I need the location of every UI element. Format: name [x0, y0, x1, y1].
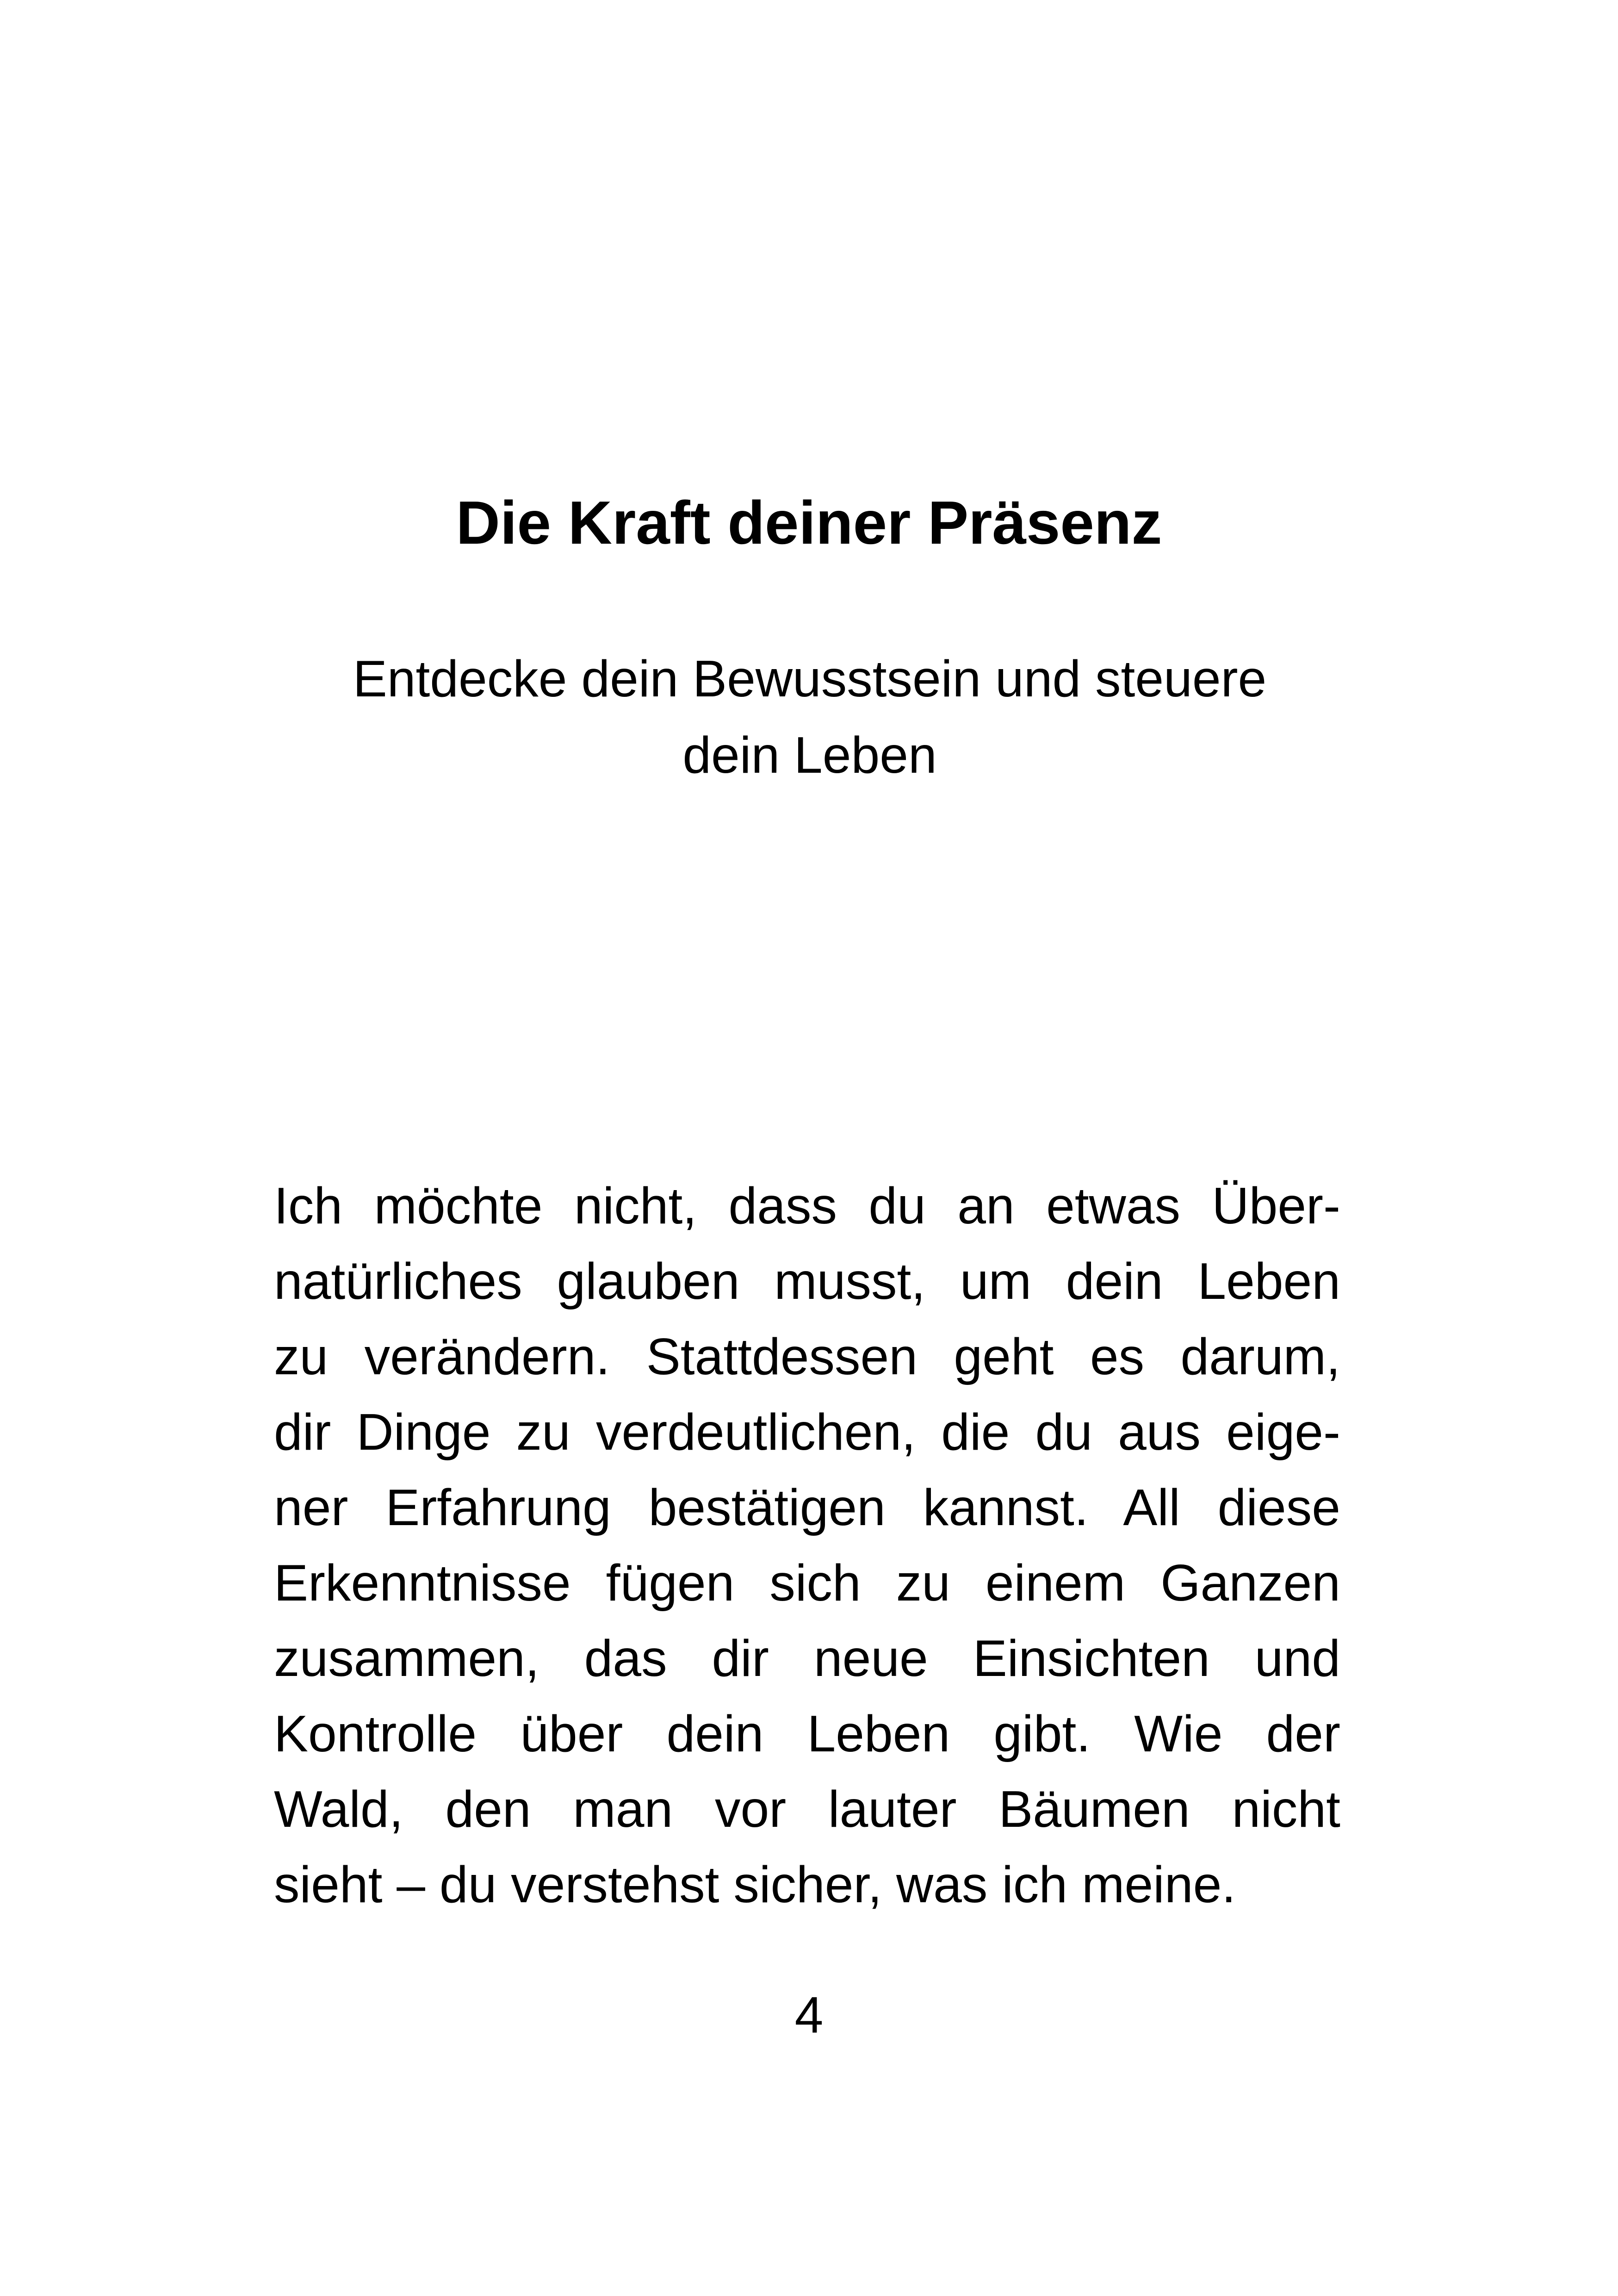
paragraph-line: Wald, den man vor lauter Bäumen nicht [274, 1781, 1340, 1838]
subtitle-line: dein Leben [682, 726, 937, 784]
paragraph-line: Ich möchte nicht, dass du an etwas Über- [274, 1177, 1340, 1235]
paragraph-line: natürliches glauben musst, um dein Leben [274, 1253, 1340, 1310]
paragraph-line: Erkenntnisse fügen sich zu einem Ganzen [274, 1554, 1340, 1612]
chapter-title: Die Kraft deiner Präsenz [456, 489, 1162, 557]
paragraph-line: sieht – du verstehst sicher, was ich meine. [274, 1856, 1236, 1913]
paragraph-line: zusammen, das dir neue Einsichten und [274, 1630, 1340, 1687]
paragraph-line: Kontrolle über dein Leben gibt. Wie der [274, 1705, 1340, 1762]
page-number: 4 [794, 1986, 824, 2044]
paragraph-line: ner Erfahrung bestätigen kannst. All diese [274, 1479, 1340, 1536]
subtitle-line: Entdecke dein Bewusstsein und steuere [353, 650, 1267, 707]
paragraph-line: zu verändern. Stattdessen geht es darum, [274, 1328, 1340, 1385]
body-paragraph [274, 1168, 1340, 1923]
paragraph-line: dir Dinge zu verdeutlichen, die du aus eige- [274, 1403, 1340, 1461]
chapter-subtitle [333, 641, 1286, 794]
